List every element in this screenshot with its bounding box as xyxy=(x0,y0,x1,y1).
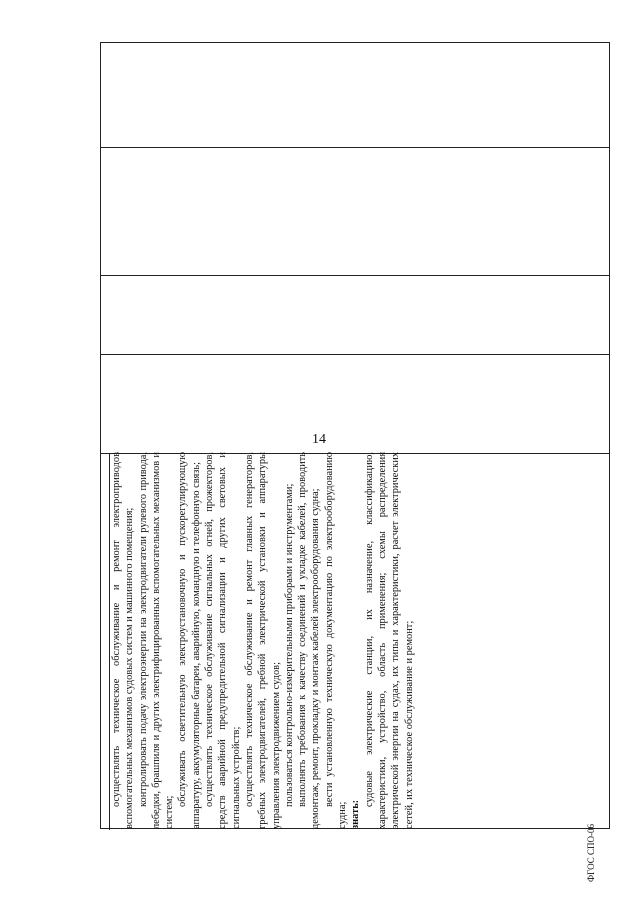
footer-label: ФГОС СПО-06 xyxy=(585,824,596,882)
paragraph: осуществлять техническое обслуживание и ремонт главных генераторов, гребных электродвигателей, гребной электрической установки и аппаратуры управления электродвижением судов; xyxy=(243,452,282,829)
row-divider xyxy=(101,147,609,148)
page-number: 14 xyxy=(312,432,326,447)
row-divider xyxy=(101,354,609,355)
paragraph: осуществлять техническое обслуживание сигнальных огней, прожекторов, средств аварийной предупредительной сигнализации и других световых и сигнальных устройств; xyxy=(204,452,242,829)
paragraph: обслуживать осветительную электроустановочную и пускорегулирующую аппаратуру, аккумуляторные батареи, аварийную, командную и телефонную связь; xyxy=(177,452,202,829)
competency-text-cell xyxy=(110,452,590,829)
paragraph: судовые электрические станции, их назначение, классификацию, характеристики, устройство, область применения; схемы распределения электрической энергии на судах, их типы и характеристики, расчет электрических сетей, их техническое обслуживание и ремонт; xyxy=(363,452,415,829)
paragraph: осуществлять техническое обслуживание и ремонт электроприводов вспомогательных механизмов судовых систем и машинного помещения; xyxy=(111,452,136,829)
paragraph: пользоваться контрольно-измерительными приборами и инструментами; xyxy=(283,483,295,807)
know-heading: знать: xyxy=(350,799,362,829)
paragraph: вести установленную техническую документацию по электрооборудованию судна; xyxy=(323,452,349,829)
row-divider xyxy=(101,275,609,276)
paragraph: выполнять требования к качеству соединений и укладке кабелей, проводить демонтаж, ремонт, прокладку и монтаж кабелей электрооборудования судна; xyxy=(297,452,322,829)
paragraph: контролировать подачу электроэнергии на электродвигатели рулевого привода, лебедки, брашпиля и других электрифицированных вспомогательных механизмов и систем; xyxy=(137,452,176,829)
competency-text xyxy=(110,452,590,829)
